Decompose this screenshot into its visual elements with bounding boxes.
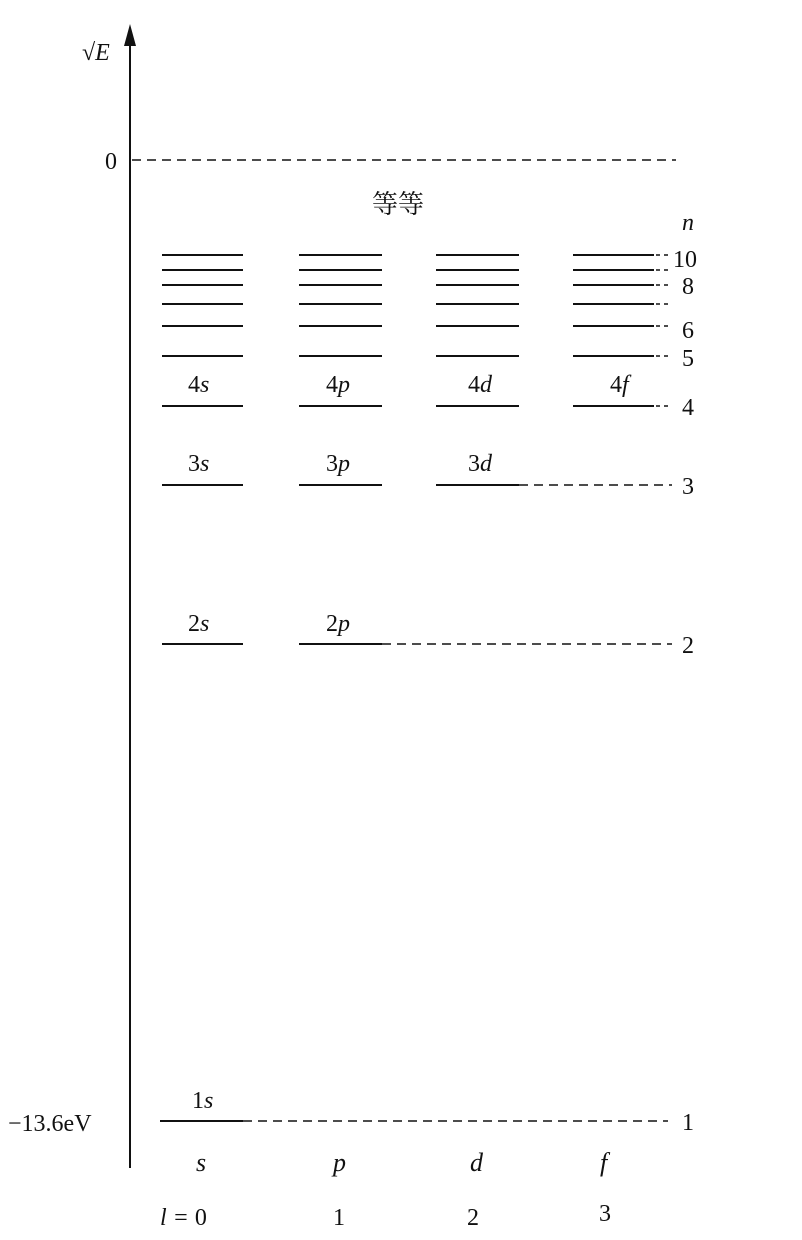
state-label-4f: 4f bbox=[610, 372, 629, 398]
ground-energy-label: −13.6eV bbox=[8, 1111, 92, 1137]
column-letter-s: s bbox=[196, 1148, 207, 1177]
state-label-3d: 3d bbox=[468, 451, 492, 477]
state-label-4p: 4p bbox=[326, 372, 350, 398]
n-label-3: 3 bbox=[682, 474, 694, 500]
state-label-2s: 2s bbox=[188, 611, 210, 637]
level-lines-upper bbox=[162, 255, 654, 356]
n-label-4: 4 bbox=[682, 395, 694, 421]
state-label-1s: 1s bbox=[192, 1088, 214, 1114]
state-label-4s: 4s bbox=[188, 372, 210, 398]
n-label-10: 10 bbox=[673, 247, 697, 273]
n-label-8: 8 bbox=[682, 274, 694, 300]
n-label-1: 1 bbox=[682, 1110, 694, 1136]
n-label-6: 6 bbox=[682, 318, 694, 344]
l-value-2: 2 bbox=[467, 1205, 479, 1231]
l-value-0: l = 0 bbox=[160, 1205, 207, 1231]
energy-axis-arrowhead bbox=[124, 24, 136, 46]
n-label-5: 5 bbox=[682, 346, 694, 372]
column-letter-f: f bbox=[600, 1148, 608, 1177]
state-label-3p: 3p bbox=[326, 451, 350, 477]
n-label-dashes-upper bbox=[656, 255, 668, 356]
n-label-2: 2 bbox=[682, 633, 694, 659]
column-letter-p: p bbox=[333, 1148, 346, 1177]
energy-axis-label: √E bbox=[82, 40, 110, 66]
column-letter-d: d bbox=[470, 1148, 483, 1177]
n-header: n bbox=[682, 210, 694, 236]
zero-energy-label: 0 bbox=[105, 149, 117, 175]
l-value-1: 1 bbox=[333, 1205, 345, 1231]
l-value-3: 3 bbox=[599, 1201, 611, 1227]
continuum-label: 等等 bbox=[372, 190, 425, 220]
state-label-4d: 4d bbox=[468, 372, 492, 398]
state-label-2p: 2p bbox=[326, 611, 350, 637]
state-label-3s: 3s bbox=[188, 451, 210, 477]
